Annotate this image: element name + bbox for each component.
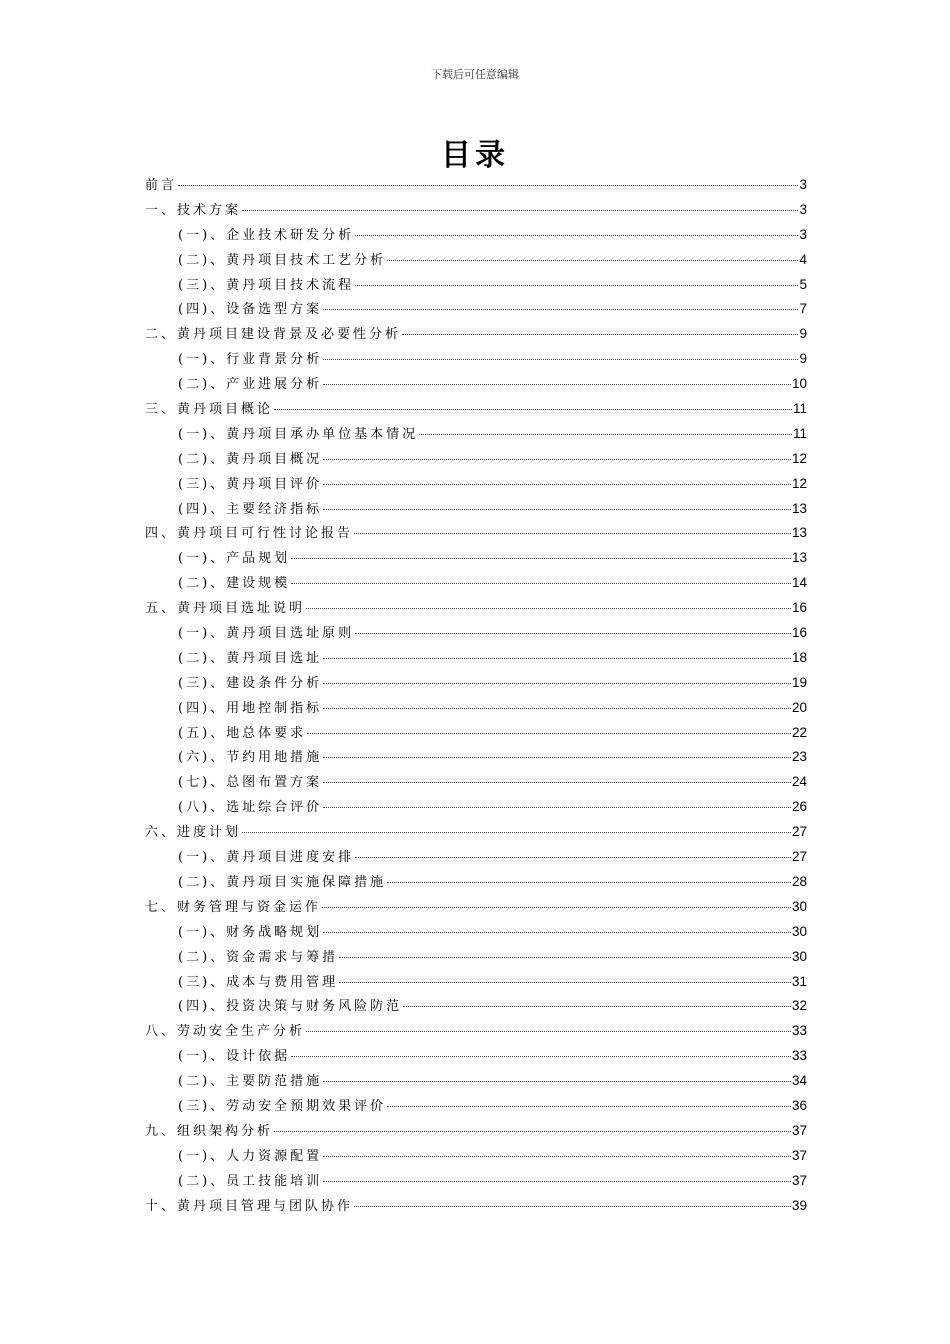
toc-entry-title: (三)、黄丹项目技术流程 bbox=[178, 277, 355, 293]
toc-dot-leader bbox=[274, 409, 792, 410]
toc-page-number: 37 bbox=[791, 1172, 807, 1188]
toc-entry[interactable] bbox=[145, 1195, 807, 1220]
page-header: 下载后可任意编辑 bbox=[431, 68, 519, 81]
toc-entry[interactable] bbox=[145, 921, 807, 946]
toc-entry-title: (二)、资金需求与筹措 bbox=[178, 949, 339, 965]
toc-entry-title: (四)、用地控制指标 bbox=[178, 700, 323, 716]
toc-page-number: 22 bbox=[791, 724, 807, 740]
toc-dot-leader bbox=[323, 509, 791, 510]
toc-entry[interactable] bbox=[145, 423, 807, 448]
toc-dot-leader bbox=[323, 708, 791, 709]
toc-entry[interactable] bbox=[145, 199, 807, 224]
toc-entry-title: (二)、黄丹项目选址 bbox=[178, 650, 323, 666]
toc-dot-leader bbox=[355, 633, 791, 634]
toc-page-number: 13 bbox=[791, 525, 807, 541]
toc-dot-leader bbox=[274, 1131, 791, 1132]
toc-page-number: 27 bbox=[791, 824, 807, 840]
toc-entry-title: (三)、成本与费用管理 bbox=[178, 974, 339, 990]
toc-page-number: 5 bbox=[799, 276, 807, 292]
toc-dot-leader bbox=[323, 309, 798, 310]
toc-page-number: 28 bbox=[791, 873, 807, 889]
toc-dot-leader bbox=[323, 1181, 791, 1182]
toc-entry-title: (四)、设备选型方案 bbox=[178, 302, 323, 318]
toc-entry[interactable] bbox=[145, 971, 807, 996]
toc-entry-title: (二)、主要防范措施 bbox=[178, 1074, 323, 1090]
toc-page-number: 12 bbox=[791, 450, 807, 466]
toc-page-number: 3 bbox=[799, 201, 807, 217]
toc-page-number: 30 bbox=[791, 923, 807, 939]
toc-entry-title: 八、劳动安全生产分析 bbox=[145, 1024, 306, 1040]
toc-entry[interactable] bbox=[145, 771, 807, 796]
toc-dot-leader bbox=[323, 782, 791, 783]
toc-entry[interactable] bbox=[145, 746, 807, 771]
toc-entry-title: 七、财务管理与资金运作 bbox=[145, 899, 322, 915]
toc-entry-title: 三、黄丹项目概论 bbox=[145, 402, 274, 418]
toc-entry[interactable] bbox=[145, 672, 807, 697]
toc-entry[interactable] bbox=[145, 547, 807, 572]
toc-entry[interactable] bbox=[145, 647, 807, 672]
toc-entry-title: (六)、节约用地措施 bbox=[178, 750, 323, 766]
toc-entry[interactable] bbox=[145, 174, 807, 199]
toc-entry-title: (一)、黄丹项目进度安排 bbox=[178, 850, 355, 866]
toc-entry[interactable] bbox=[145, 722, 807, 747]
toc-entry-title: 六、进度计划 bbox=[145, 825, 242, 841]
toc-entry[interactable] bbox=[145, 224, 807, 249]
toc-page-number: 24 bbox=[791, 774, 807, 790]
toc-page-number: 37 bbox=[791, 1122, 807, 1138]
toc-page-number: 34 bbox=[791, 1073, 807, 1089]
toc-page-number: 19 bbox=[791, 674, 807, 690]
toc-dot-leader bbox=[291, 558, 791, 559]
toc-entry[interactable] bbox=[145, 323, 807, 348]
toc-entry[interactable] bbox=[145, 597, 807, 622]
toc-entry[interactable] bbox=[145, 373, 807, 398]
toc-entry[interactable] bbox=[145, 1045, 807, 1070]
toc-page-number: 33 bbox=[791, 1048, 807, 1064]
toc-dot-leader bbox=[307, 733, 791, 734]
toc-entry-title: (四)、投资决策与财务风险防范 bbox=[178, 999, 403, 1015]
toc-dot-leader bbox=[419, 434, 792, 435]
page-title: 目录 bbox=[441, 138, 509, 173]
toc-page-number: 11 bbox=[792, 401, 807, 417]
toc-page-number: 37 bbox=[791, 1147, 807, 1163]
toc-dot-leader bbox=[355, 235, 798, 236]
toc-entry[interactable] bbox=[145, 1120, 807, 1145]
toc-page-number: 33 bbox=[791, 1023, 807, 1039]
toc-page-number: 32 bbox=[791, 998, 807, 1014]
toc-entry[interactable] bbox=[145, 1145, 807, 1170]
table-of-contents bbox=[145, 174, 807, 1219]
toc-entry-title: (一)、财务战略规划 bbox=[178, 924, 323, 940]
toc-dot-leader bbox=[402, 334, 798, 335]
toc-page-number: 3 bbox=[799, 226, 807, 242]
toc-entry-title: (一)、企业技术研发分析 bbox=[178, 227, 355, 243]
toc-entry-title: (三)、建设条件分析 bbox=[178, 675, 323, 691]
toc-entry[interactable] bbox=[145, 821, 807, 846]
toc-dot-leader bbox=[354, 1206, 791, 1207]
toc-entry[interactable] bbox=[145, 1020, 807, 1045]
toc-dot-leader bbox=[403, 1006, 791, 1007]
toc-entry-title: (三)、黄丹项目评价 bbox=[178, 476, 323, 492]
toc-entry-title: 九、组织架构分析 bbox=[145, 1123, 274, 1139]
toc-entry-title: 四、黄丹项目可行性讨论报告 bbox=[145, 526, 354, 542]
toc-dot-leader bbox=[306, 1031, 791, 1032]
toc-dot-leader bbox=[354, 533, 791, 534]
toc-entry-title: (二)、产业进展分析 bbox=[178, 377, 323, 393]
toc-entry-title: (八)、选址综合评价 bbox=[178, 800, 323, 816]
toc-dot-leader bbox=[323, 932, 791, 933]
toc-page-number: 27 bbox=[791, 849, 807, 865]
toc-entry[interactable] bbox=[145, 622, 807, 647]
toc-entry[interactable] bbox=[145, 473, 807, 498]
toc-entry-title: (一)、产品规划 bbox=[178, 551, 291, 567]
toc-page-number: 16 bbox=[791, 625, 807, 641]
toc-page-number: 36 bbox=[791, 1097, 807, 1113]
toc-page-number: 12 bbox=[791, 475, 807, 491]
toc-dot-leader bbox=[339, 957, 791, 958]
toc-entry-title: (二)、员工技能培训 bbox=[178, 1173, 323, 1189]
toc-page-number: 31 bbox=[791, 973, 807, 989]
toc-dot-leader bbox=[339, 982, 791, 983]
toc-entry-title: 前言 bbox=[145, 178, 178, 193]
toc-dot-leader bbox=[387, 260, 798, 261]
toc-page-number: 10 bbox=[791, 376, 807, 392]
toc-entry[interactable] bbox=[145, 274, 807, 299]
toc-entry-title: (一)、黄丹项目选址原则 bbox=[178, 626, 355, 642]
toc-page-number: 9 bbox=[799, 351, 807, 367]
toc-entry[interactable] bbox=[145, 1170, 807, 1195]
toc-entry[interactable] bbox=[145, 697, 807, 722]
toc-dot-leader bbox=[242, 832, 791, 833]
toc-page-number: 39 bbox=[791, 1197, 807, 1213]
toc-entry[interactable] bbox=[145, 1070, 807, 1095]
toc-entry-title: 十、黄丹项目管理与团队协作 bbox=[145, 1198, 354, 1214]
toc-entry[interactable] bbox=[145, 398, 807, 423]
toc-entry-title: (一)、设计依据 bbox=[178, 1049, 291, 1065]
toc-page-number: 4 bbox=[799, 251, 807, 267]
toc-dot-leader bbox=[322, 907, 791, 908]
toc-dot-leader bbox=[387, 1106, 791, 1107]
toc-page-number: 30 bbox=[791, 898, 807, 914]
toc-dot-leader bbox=[323, 359, 798, 360]
toc-page-number: 18 bbox=[791, 649, 807, 665]
toc-dot-leader bbox=[323, 757, 791, 758]
toc-entry-title: (二)、黄丹项目实施保障措施 bbox=[178, 874, 387, 890]
toc-entry-title: (一)、行业背景分析 bbox=[178, 352, 323, 368]
toc-entry-title: 二、黄丹项目建设背景及必要性分析 bbox=[145, 327, 402, 343]
toc-entry[interactable] bbox=[145, 572, 807, 597]
toc-entry-title: 一、技术方案 bbox=[145, 202, 242, 218]
toc-page-number: 11 bbox=[792, 425, 807, 441]
toc-dot-leader bbox=[323, 658, 791, 659]
toc-dot-leader bbox=[291, 1056, 791, 1057]
toc-dot-leader bbox=[323, 807, 791, 808]
toc-dot-leader bbox=[323, 459, 791, 460]
toc-entry[interactable] bbox=[145, 522, 807, 547]
toc-dot-leader bbox=[323, 683, 791, 684]
toc-entry-title: (一)、黄丹项目承办单位基本情况 bbox=[178, 426, 419, 442]
toc-page-number: 7 bbox=[799, 301, 807, 317]
toc-entry-title: (五)、地总体要求 bbox=[178, 725, 307, 741]
toc-entry-title: (四)、主要经济指标 bbox=[178, 501, 323, 517]
toc-dot-leader bbox=[291, 583, 791, 584]
toc-dot-leader bbox=[387, 882, 791, 883]
toc-page-number: 14 bbox=[791, 575, 807, 591]
toc-entry[interactable] bbox=[145, 298, 807, 323]
toc-entry[interactable] bbox=[145, 946, 807, 971]
toc-page-number: 20 bbox=[791, 699, 807, 715]
toc-dot-leader bbox=[323, 1081, 791, 1082]
toc-entry[interactable] bbox=[145, 448, 807, 473]
toc-entry[interactable] bbox=[145, 846, 807, 871]
toc-entry[interactable] bbox=[145, 348, 807, 373]
toc-entry-title: (二)、建设规模 bbox=[178, 576, 291, 592]
toc-page-number: 3 bbox=[799, 177, 807, 192]
toc-entry[interactable] bbox=[145, 796, 807, 821]
toc-page-number: 9 bbox=[799, 326, 807, 342]
toc-page-number: 23 bbox=[791, 749, 807, 765]
toc-entry[interactable] bbox=[145, 1095, 807, 1120]
toc-entry[interactable] bbox=[145, 995, 807, 1020]
toc-dot-leader bbox=[323, 1156, 791, 1157]
toc-dot-leader bbox=[355, 285, 798, 286]
toc-dot-leader bbox=[178, 185, 798, 186]
toc-dot-leader bbox=[242, 210, 798, 211]
toc-dot-leader bbox=[355, 857, 791, 858]
toc-page-number: 13 bbox=[791, 550, 807, 566]
toc-page-number: 16 bbox=[791, 600, 807, 616]
toc-dot-leader bbox=[323, 484, 791, 485]
toc-entry-title: (二)、黄丹项目技术工艺分析 bbox=[178, 252, 387, 268]
toc-entry-title: (二)、黄丹项目概况 bbox=[178, 451, 323, 467]
toc-entry-title: 五、黄丹项目选址说明 bbox=[145, 601, 306, 617]
toc-page-number: 30 bbox=[791, 948, 807, 964]
toc-entry-title: (七)、总图布置方案 bbox=[178, 775, 323, 791]
toc-entry[interactable] bbox=[145, 498, 807, 523]
toc-entry[interactable] bbox=[145, 896, 807, 921]
toc-page-number: 26 bbox=[791, 799, 807, 815]
toc-page-number: 13 bbox=[791, 500, 807, 516]
toc-entry[interactable] bbox=[145, 249, 807, 274]
toc-entry-title: (一)、人力资源配置 bbox=[178, 1148, 323, 1164]
toc-dot-leader bbox=[306, 608, 791, 609]
toc-dot-leader bbox=[323, 384, 791, 385]
toc-entry-title: (三)、劳动安全预期效果评价 bbox=[178, 1098, 387, 1114]
toc-entry[interactable] bbox=[145, 871, 807, 896]
